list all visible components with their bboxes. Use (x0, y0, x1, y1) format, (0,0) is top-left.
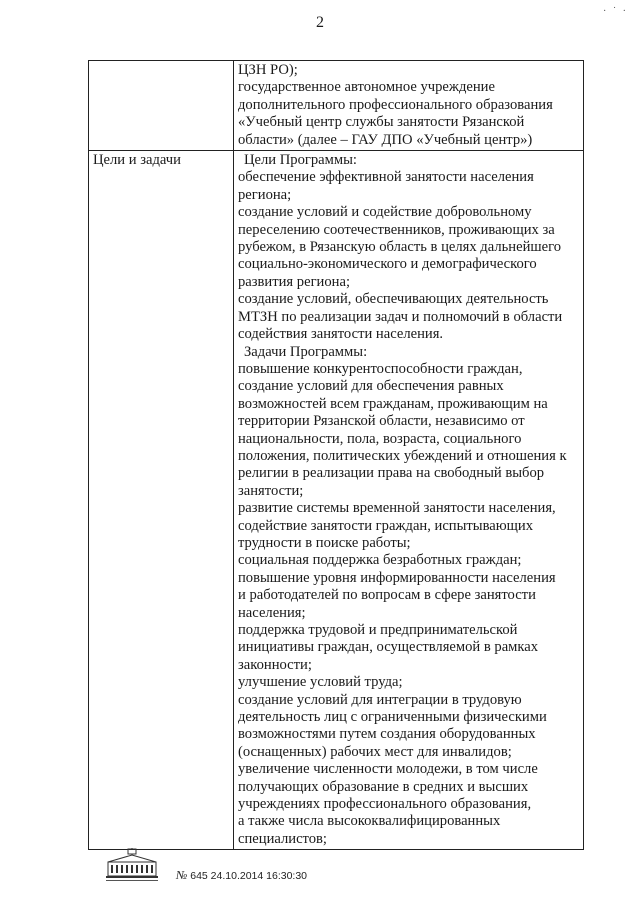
task-line: (оснащенных) рабочих мест для инвалидов; (238, 743, 512, 760)
row-content-cell (234, 151, 584, 850)
task-line: а также числа высококвалифицированных (238, 813, 501, 830)
row-label-cell (89, 61, 234, 151)
task-line: инициативы граждан, осуществляемой в рамках (238, 639, 539, 656)
task-line: создание условий для интеграции в трудовую (238, 691, 522, 708)
task-line: трудности в поиске работы; (238, 534, 411, 551)
registration-number-and-date: 645 24.10.2014 16:30:30 (190, 870, 308, 882)
table-row (89, 151, 584, 850)
goals-heading: Цели Программы: (244, 152, 357, 169)
task-line: населения; (238, 604, 306, 621)
registration-stamp (176, 868, 307, 883)
task-line: возможностей всем гражданам, проживающим на (238, 395, 548, 412)
government-building-logo-icon (104, 848, 160, 884)
goal-line: рубежом, в Рязанскую область в целях дальнейшего (238, 239, 562, 256)
row-label-goals-and-tasks: Цели и задачи (89, 151, 234, 850)
task-line: деятельность лиц с ограниченными физическими (238, 709, 547, 726)
text-line: области» (далее – ГАУ ДПО «Учебный центр») (238, 131, 533, 148)
table-row (89, 61, 584, 151)
task-line: законности; (238, 656, 312, 673)
goal-line: содействия занятости населения. (238, 326, 444, 343)
task-line: повышение уровня информированности населения (238, 569, 556, 586)
text-line: государственное автономное учреждение (238, 79, 495, 96)
number-sign: № (176, 868, 188, 882)
row-content-cell (234, 61, 584, 151)
task-line: учреждениях профессионального образования, (238, 796, 532, 813)
task-line: специалистов; (238, 830, 327, 847)
corner-scan-marks: · ˙ · (603, 6, 628, 17)
task-line: религии в реализации права на свободный выбор (238, 465, 545, 482)
task-line: положения, политических убеждений и отношения к (238, 447, 567, 464)
task-line: увеличение численности молодежи, в том числе (238, 761, 538, 778)
text-line: «Учебный центр службы занятости Рязанской (238, 114, 525, 131)
task-line: и работодателей по вопросам в сфере занятости (238, 587, 536, 604)
task-line: улучшение условий труда; (238, 674, 403, 691)
text-line: дополнительного профессионального образования (238, 96, 553, 113)
page-number: 2 (316, 14, 324, 31)
tasks-heading: Задачи Программы: (244, 343, 368, 360)
goal-line: МТЗН по реализации задач и полномочий в области (238, 308, 563, 325)
text-line: ЦЗН РО); (238, 62, 298, 78)
goal-line: переселению соотечественников, проживающих за (238, 221, 555, 238)
task-line: получающих образование в средних и высших (238, 778, 529, 795)
goal-line: региона; (238, 186, 292, 203)
goal-line: развития региона; (238, 273, 350, 290)
task-line: национальности, пола, возраста, социального (238, 430, 522, 447)
task-line: содействие занятости граждан, испытывающих (238, 517, 534, 534)
task-line: создание условий для обеспечения равных (238, 378, 504, 395)
goal-line: создание условий и содействие добровольному (238, 204, 532, 221)
goal-line: социально-экономического и демографического (238, 256, 537, 273)
goal-line: обеспечение эффективной занятости населения (238, 169, 534, 186)
task-line: социальная поддержка безработных граждан; (238, 552, 522, 569)
task-line: занятости; (238, 482, 304, 499)
goal-line: создание условий, обеспечивающих деятельность (238, 291, 549, 308)
task-line: повышение конкурентоспособности граждан, (238, 360, 523, 377)
task-line: развитие системы временной занятости населения, (238, 500, 556, 517)
program-passport-table (88, 60, 584, 850)
task-line: возможностями путем создания оборудованных (238, 726, 536, 743)
task-line: территории Рязанской области, независимо от (238, 413, 525, 430)
task-line: поддержка трудовой и предпринимательской (238, 622, 518, 638)
